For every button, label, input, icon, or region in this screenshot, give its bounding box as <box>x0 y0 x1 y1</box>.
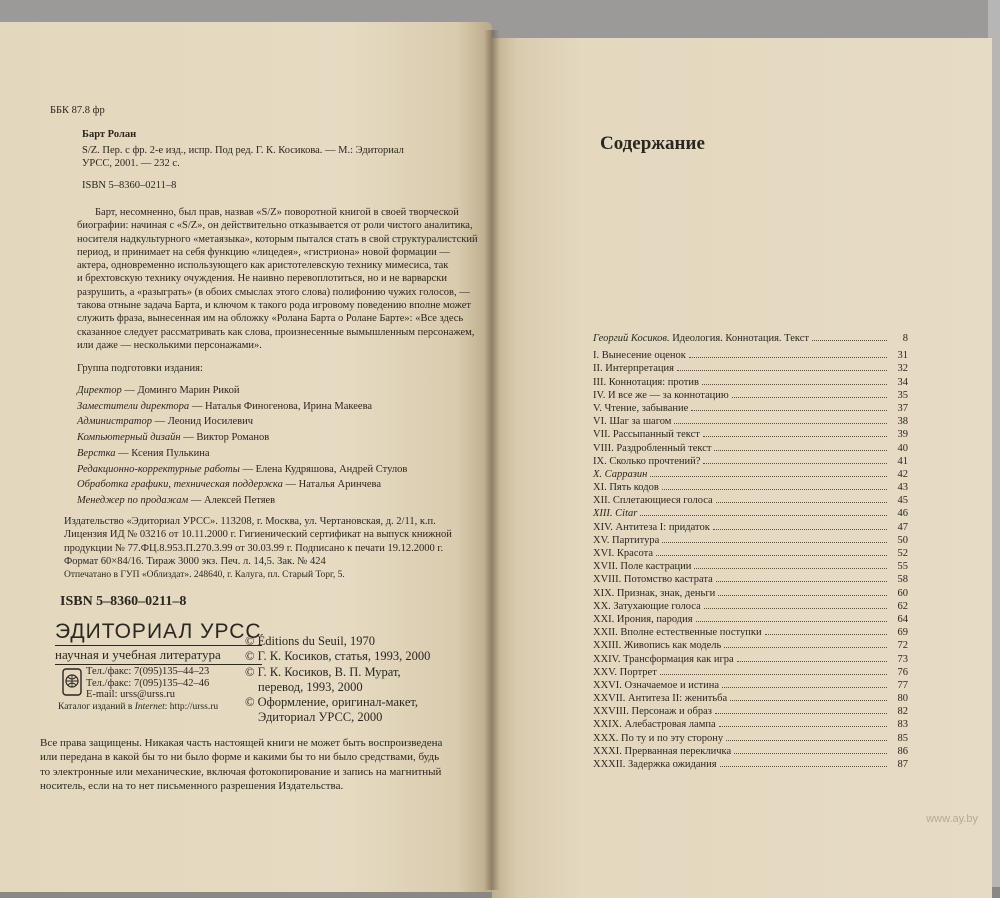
toc-page: 72 <box>897 640 908 652</box>
toc-leader <box>715 713 887 714</box>
rights-line: носитель, если на то нет письменного разрешения Издательства. <box>40 779 344 792</box>
annotation-line: актера, одновременно использующего как аристотелевскую технику мимесиса, так <box>77 260 449 272</box>
toc-entry <box>593 456 908 469</box>
staff-role: Заместители директора <box>77 400 190 412</box>
toc-label: III. Коннотация: против <box>593 376 699 388</box>
toc-page: 50 <box>897 534 908 546</box>
table-of-contents <box>593 333 908 772</box>
toc-leader <box>696 621 887 622</box>
toc-page: 76 <box>897 666 908 678</box>
publisher-logo <box>55 620 262 665</box>
staff-name: — Наталья Финогенова, Ирина Макеева <box>189 400 373 412</box>
toc-entry <box>593 561 908 574</box>
watermark: www.ay.by <box>926 813 978 825</box>
toc-entry <box>593 746 908 759</box>
toc-entry <box>593 535 908 548</box>
toc-leader <box>726 740 887 741</box>
rights-line: Все права защищены. Никакая часть настоящей книги не может быть воспроизведена <box>40 737 443 749</box>
toc-label: VIII. Раздробленный текст <box>593 442 712 454</box>
toc-page: 77 <box>897 679 908 691</box>
toc-leader <box>674 423 887 424</box>
toc-entry <box>593 377 908 390</box>
rights-line: то электронные или механические, включая фотокопирование и запись на магнитный <box>40 765 442 778</box>
toc-leader <box>677 370 887 371</box>
toc-leader <box>662 542 887 543</box>
toc-label: XXVI. Означаемое и истина <box>593 679 720 691</box>
toc-leader <box>704 608 887 609</box>
annotation-line: носителя надкультурного «метаязыка», которым пытался стать в свой структуралистский <box>77 233 478 245</box>
publisher-logo-name: ЭДИТОРИАЛ УРСС <box>55 620 262 643</box>
toc-label: XXII. Вполне естественные поступки <box>593 627 762 639</box>
toc-entry <box>593 627 908 640</box>
staff-name: — Доминго Марин Рикой <box>121 385 240 396</box>
annotation-line: период, и принимает на себя функцию «лицедея», «гистриона» новой формации — <box>77 246 450 258</box>
toc-page: 39 <box>897 429 908 441</box>
toc-label: XIII. Citar <box>593 508 638 520</box>
catalog-line <box>58 701 218 713</box>
annotation-line: служить фраза, вынесенная им на обложку «Ролана Барта о Ролане Барте»: «Все здесь <box>77 313 464 325</box>
toc-leader <box>702 384 887 385</box>
rights-notice <box>40 736 442 793</box>
toc-label: XXVIII. Персонаж и образ <box>593 706 712 718</box>
toc-leader <box>720 766 887 767</box>
contact-line: E-mail: urss@urss.ru <box>86 689 175 700</box>
toc-page: 35 <box>897 389 908 401</box>
staff-role: Обработка графики, техническая поддержка <box>77 479 283 491</box>
toc-page: 43 <box>897 482 908 494</box>
toc-label: XX. Затухающие голоса <box>593 600 701 612</box>
toc-entry <box>593 363 908 376</box>
toc-entry <box>593 680 908 693</box>
staff-name: — Елена Кудряшова, Андрей Стулов <box>239 463 408 475</box>
staff-row <box>77 493 407 509</box>
staff-name: — Наталья Аринчева <box>282 479 381 491</box>
isbn-small: ISBN 5–8360–0211–8 <box>82 180 177 191</box>
toc-page: 34 <box>897 376 908 388</box>
toc-leader <box>724 647 887 648</box>
toc-label: Идеология. Коннотация. Текст <box>669 333 809 344</box>
book-spine-shadow <box>484 30 500 890</box>
toc-label: XXX. По ту и по эту сторону <box>593 732 724 744</box>
staff-role: Редакционно-корректурные работы <box>77 463 240 475</box>
annotation-line: такова отныне задача Барта, и ключом к такого рода игровому поведению вполне может <box>77 300 471 312</box>
imprint-line: Издательство «Эдиториал УРСС». 113208, г. Москва, ул. Чертановская, д. 2/11, к.п. <box>64 516 436 527</box>
staff-row <box>77 414 407 430</box>
contact-line: Тел./факс: 7(095)135–44–23 <box>86 666 210 677</box>
toc-leader <box>714 450 887 451</box>
imprint-line: продукции № 77.ФЦ.8.953.П.270.3.99 от 30.03.99 г. Подписано к печати 19.12.2000 г. <box>64 542 444 554</box>
toc-label: XIV. Антитеза I: придаток <box>593 521 710 533</box>
toc-entry <box>593 706 908 719</box>
toc-page: 31 <box>897 350 908 362</box>
toc-leader <box>713 529 887 530</box>
toc-entry <box>593 390 908 403</box>
toc-label: XVI. Красота <box>593 548 653 559</box>
toc-label: II. Интерпретация <box>593 363 674 375</box>
toc-label: XXIV. Трансформация как игра <box>593 653 734 665</box>
toc-page: 83 <box>897 719 908 731</box>
toc-page: 37 <box>897 402 908 414</box>
toc-leader <box>640 515 887 516</box>
toc-entry <box>593 522 908 535</box>
annotation-line: разрушить, а «разыграть» (в обоих смыслах этого слова) полифонию чужих голосов, — <box>77 286 470 298</box>
toc-leader <box>765 634 887 635</box>
staff-row <box>77 477 407 493</box>
copyright-block <box>245 634 430 726</box>
toc-leader <box>703 436 887 437</box>
annotation-line: Барт, несомненно, был прав, назвав «S/Z» поворотной книгой в своей творческой <box>95 207 459 218</box>
toc-leader <box>722 687 887 688</box>
annotation-line: сказанное следует рассматривать как слова, произнесенные вымышленным персонажем, <box>77 326 475 338</box>
toc-entry <box>593 588 908 601</box>
toc-page: 46 <box>897 508 908 520</box>
toc-leader <box>716 581 887 582</box>
imprint-line: Формат 60×84/16. Тираж 3000 экз. Печ. л. 14,5. Зак. № 424 <box>64 555 326 567</box>
contacts <box>86 666 209 701</box>
toc-label: XI. Пять кодов <box>593 482 659 494</box>
staff-role: Директор <box>77 385 122 396</box>
toc-label: XVII. Поле кастрации <box>593 561 692 573</box>
toc-page: 58 <box>897 574 908 586</box>
toc-entry <box>593 719 908 732</box>
bbk-code: ББК 87.8 фр <box>50 105 105 116</box>
staff-row <box>77 399 407 415</box>
annotation-line: или даже — несколькими персонажами». <box>77 339 262 351</box>
toc-page: 8 <box>902 333 908 344</box>
toc-page: 55 <box>897 561 908 573</box>
imprint <box>64 515 452 568</box>
catalog-suffix: : http://urss.ru <box>164 702 219 712</box>
catalog-prefix: Каталог изданий в <box>58 702 135 712</box>
toc-label: IX. Сколько прочтений? <box>593 455 701 467</box>
author-name: Барт Ролан <box>82 129 137 140</box>
toc-entry <box>593 640 908 653</box>
toc-entry <box>593 403 908 416</box>
toc-page: 62 <box>897 600 908 612</box>
toc-label: VI. Шаг за шагом <box>593 416 672 428</box>
staff-role: Администратор <box>77 416 152 428</box>
bibliographic-line: УРСС, 2001. — 232 с. <box>82 158 180 170</box>
toc-page: 42 <box>897 468 908 480</box>
toc-page: 60 <box>897 587 908 599</box>
toc-leader <box>719 726 887 727</box>
publisher-tagline: научная и учебная литература <box>55 645 262 665</box>
staff-row <box>77 462 407 478</box>
toc-page: 52 <box>897 548 908 559</box>
toc-label: XIX. Признак, знак, деньги <box>593 587 716 599</box>
staff-name: — Ксения Пулькина <box>115 447 210 459</box>
toc-entry <box>593 443 908 456</box>
isbn-large: ISBN 5–8360–0211–8 <box>60 594 187 609</box>
toc-entry <box>593 469 908 482</box>
staff-name: — Леонид Иосилевич <box>151 416 254 428</box>
toc-label: V. Чтение, забывание <box>593 402 689 414</box>
toc-label: I. Вынесение оценок <box>593 350 686 362</box>
catalog-internet: Internet <box>134 702 165 712</box>
toc-page: 80 <box>897 693 908 705</box>
staff-name: — Алексей Петяев <box>188 494 276 506</box>
toc-entry <box>593 667 908 680</box>
toc-leader <box>703 463 887 464</box>
staff-name: — Виктор Романов <box>180 432 270 444</box>
toc-label: XVIII. Потомство кастрата <box>593 574 713 586</box>
toc-entry <box>593 508 908 521</box>
toc-heading: Содержание <box>600 133 705 154</box>
toc-entry <box>593 333 908 346</box>
toc-page: 40 <box>897 442 908 454</box>
toc-entry <box>593 693 908 706</box>
toc-leader <box>812 340 887 341</box>
toc-page: 38 <box>897 416 908 428</box>
staff-role: Компьютерный дизайн <box>77 432 181 444</box>
toc-leader <box>737 661 887 662</box>
toc-leader <box>730 700 887 701</box>
toc-leader <box>689 357 887 358</box>
toc-page: 41 <box>897 455 908 467</box>
copyright-line: © Г. К. Косиков, статья, 1993, 2000 <box>245 649 431 664</box>
toc-page: 69 <box>897 627 908 639</box>
toc-entry <box>593 416 908 429</box>
toc-page: 45 <box>897 495 908 507</box>
copyright-line: © Оформление, оригинал-макет, <box>245 695 419 710</box>
toc-entry <box>593 350 908 363</box>
toc-entry <box>593 548 908 561</box>
copyright-line: Эдиториал УРСС, 2000 <box>258 710 383 725</box>
toc-label: XXXII. Задержка ожидания <box>593 759 717 770</box>
toc-entry <box>593 429 908 442</box>
toc-label: XXV. Портрет <box>593 666 657 678</box>
bibliographic-entry <box>82 144 404 171</box>
toc-leader <box>662 489 887 490</box>
staff-row <box>77 446 407 462</box>
annotation <box>77 206 478 352</box>
toc-leader <box>732 397 887 398</box>
toc-entry <box>593 759 908 772</box>
toc-label: XII. Сплетающиеся голоса <box>593 495 713 507</box>
bibliographic-line: S/Z. Пер. с фр. 2-е изд., испр. Под ред. Г. К. Косикова. — М.: Эдиториал <box>82 145 404 156</box>
staff-row <box>77 383 407 399</box>
toc-leader <box>656 555 887 556</box>
contact-line: Тел./факс: 7(095)135–42–46 <box>86 677 210 689</box>
globe-emblem-icon <box>62 668 82 696</box>
toc-label: XXI. Ирония, пародия <box>593 613 693 625</box>
staff-row <box>77 430 407 446</box>
toc-entries <box>593 350 908 772</box>
copyright-line: перевод, 1993, 2000 <box>258 679 363 694</box>
toc-leader <box>718 595 887 596</box>
toc-leader <box>734 753 887 754</box>
toc-leader <box>650 476 887 477</box>
toc-entry <box>593 614 908 627</box>
toc-label: XV. Партитура <box>593 534 660 546</box>
printed-at: Отпечатано в ГУП «Облиздат». 248640, г. Калуга, пл. Старый Торг, 5. <box>64 570 345 580</box>
toc-page: 86 <box>897 745 908 757</box>
copyright-line: © Г. К. Косиков, В. П. Мурат, <box>245 664 401 679</box>
toc-label: XXIX. Алебастровая лампа <box>593 719 716 731</box>
toc-leader <box>691 410 887 411</box>
annotation-line: биографии: начиная с «S/Z», он действительно отказывается от роли чистого аналитика, <box>77 220 473 232</box>
toc-page: 47 <box>897 521 908 533</box>
toc-page: 73 <box>897 653 908 665</box>
staff-list <box>77 383 407 509</box>
imprint-line: Лицензия ИД № 03216 от 10.11.2000 г. Гигиенический сертификат на выпуск книжной <box>64 529 452 541</box>
toc-label: IV. И все же — за коннотацию <box>593 389 729 401</box>
toc-page: 85 <box>897 732 908 744</box>
toc-label: XXXI. Прерванная перекличка <box>593 745 732 757</box>
toc-entry <box>593 733 908 746</box>
toc-leader <box>694 568 887 569</box>
annotation-line: и брехтовскую технику очуждения. Не наивно перевоплотиться, но и не варварски <box>77 273 447 285</box>
toc-entry <box>593 495 908 508</box>
toc-leader <box>660 674 887 675</box>
toc-entry <box>593 654 908 667</box>
toc-page: 32 <box>897 363 908 375</box>
toc-entry <box>593 574 908 587</box>
toc-page: 64 <box>897 613 908 625</box>
toc-label: XXVII. Антитеза II: женитьба <box>593 693 728 705</box>
toc-page: 82 <box>897 706 908 718</box>
staff-heading: Группа подготовки издания: <box>77 363 203 374</box>
staff-role: Верстка <box>77 447 116 459</box>
toc-entry <box>593 482 908 495</box>
toc-label: VII. Рассыпанный текст <box>593 429 700 441</box>
toc-label: XXIII. Живопись как модель <box>593 640 722 652</box>
copyright-line: © Éditions du Seuil, 1970 <box>245 634 375 648</box>
staff-role: Менеджер по продажам <box>77 494 189 506</box>
toc-leader <box>716 502 887 503</box>
toc-label: X. Сарразин <box>593 468 648 480</box>
toc-entry <box>593 601 908 614</box>
rights-line: или передана в какой бы то ни было форме и какими бы то ни было средствами, будь <box>40 751 440 764</box>
toc-author: Георгий Косиков. <box>593 333 670 344</box>
toc-page: 87 <box>897 759 908 770</box>
